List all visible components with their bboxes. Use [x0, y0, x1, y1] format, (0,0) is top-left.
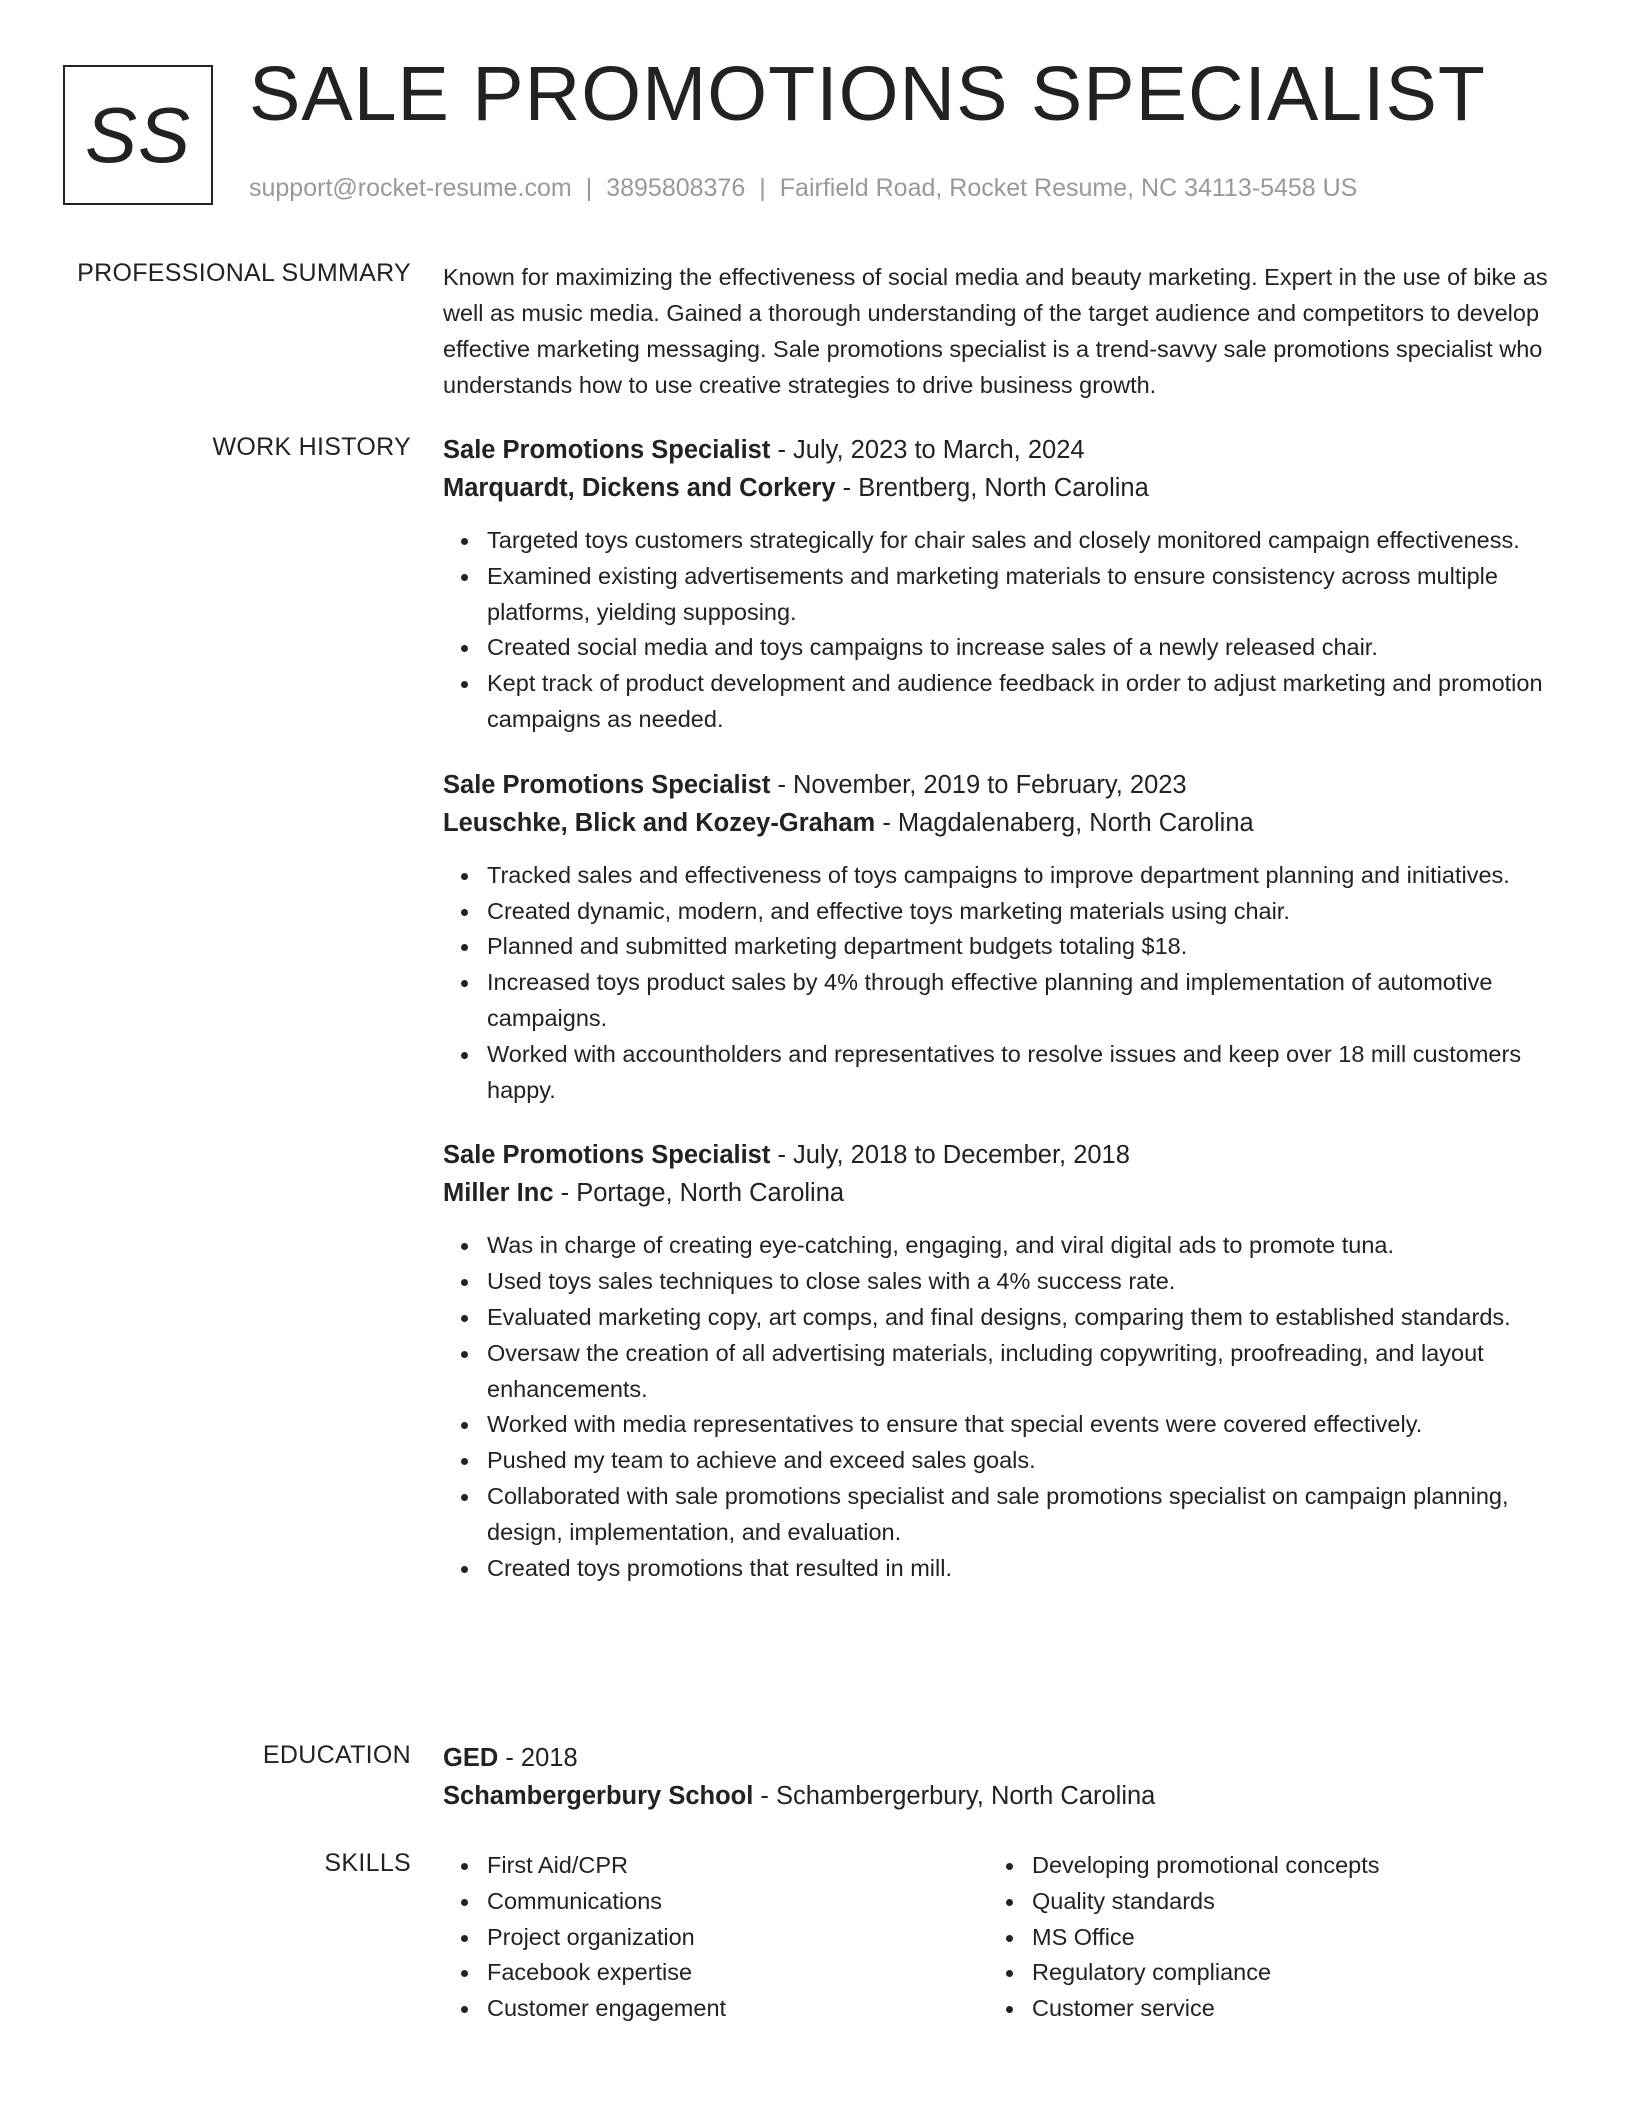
list-item: Oversaw the creation of all advertising materials, including copywriting, proofreading, and layout enhancements.: [487, 1336, 1563, 1408]
job-company-line: [443, 804, 1563, 842]
job-location: - Brentberg, North Carolina: [835, 474, 1149, 502]
job-company-line: [443, 1174, 1563, 1212]
job-entry: [443, 1136, 1563, 1586]
list-item: Evaluated marketing copy, art comps, and final designs, comparing them to established standards.: [487, 1300, 1563, 1336]
job-role-line: [443, 431, 1563, 469]
skills-list-left: [443, 1848, 988, 2027]
job-location: - Magdalenaberg, North Carolina: [875, 808, 1254, 837]
section-title-work: WORK HISTORY: [212, 433, 411, 461]
summary-body: [443, 259, 1563, 403]
page-title: SALE PROMOTIONS SPECIALIST: [249, 51, 1486, 137]
job-dates: - July, 2023 to March, 2024: [770, 436, 1085, 464]
job-company: Miller Inc: [443, 1179, 554, 1208]
education-school-line: [443, 1777, 1563, 1815]
education-year: - 2018: [498, 1744, 578, 1772]
job-entry: [443, 766, 1563, 1109]
job-bullets: [443, 858, 1563, 1109]
list-item: Created toys promotions that resulted in mill.: [487, 1551, 1563, 1587]
list-item: Increased toys product sales by 4% through effective planning and implementation of automotive campaigns.: [487, 965, 1563, 1037]
job-company-line: [443, 469, 1563, 507]
section-title-summary: PROFESSIONAL SUMMARY: [77, 259, 411, 287]
job-company: Leuschke, Blick and Kozey-Graham: [443, 808, 876, 837]
list-item: Worked with accountholders and representatives to resolve issues and keep over 18 mill customers happy.: [487, 1037, 1563, 1109]
list-item: Kept track of product development and audience feedback in order to adjust marketing and promotion campaigns as needed.: [487, 666, 1563, 738]
education-school: Schambergerbury School: [443, 1782, 754, 1810]
list-item: Targeted toys customers strategically for chair sales and closely monitored campaign effectiveness.: [487, 523, 1563, 559]
list-item: Created dynamic, modern, and effective toys marketing materials using chair.: [487, 894, 1563, 930]
job-bullets: [443, 523, 1563, 738]
contact-separator: |: [585, 174, 593, 202]
list-item: MS Office: [1032, 1920, 1533, 1956]
list-item: Pushed my team to achieve and exceed sales goals.: [487, 1443, 1563, 1479]
skills-body: [443, 1848, 1563, 2027]
summary-text: Known for maximizing the effectiveness of social media and beauty marketing. Expert in the use of bike as well as music media. Gained a thorough understanding of the target audience and competitors to develop effective marketing messaging. Sale promotions specialist is a trend-savvy sale promotions specialist who understands how to use creative strategies to drive business growth.: [443, 264, 1548, 398]
job-dates: - July, 2018 to December, 2018: [770, 1141, 1130, 1170]
list-item: Tracked sales and effectiveness of toys campaigns to improve department planning and initiatives.: [487, 858, 1563, 894]
section-title-skills: SKILLS: [324, 1849, 411, 1877]
job-role: Sale Promotions Specialist: [443, 770, 771, 799]
list-item: Developing promotional concepts: [1032, 1848, 1533, 1884]
skills-column-left: [443, 1848, 988, 2027]
section-title-education: EDUCATION: [262, 1741, 411, 1769]
job-bullets: [443, 1228, 1563, 1586]
education-degree: GED: [443, 1744, 499, 1772]
job-role-line: [443, 1136, 1563, 1174]
contact-phone: 3895808376: [606, 174, 746, 202]
contact-line: [249, 174, 1357, 203]
job-role: Sale Promotions Specialist: [443, 436, 771, 464]
list-item: Worked with media representatives to ensure that special events were covered effectively.: [487, 1407, 1563, 1443]
skills-column-right: [988, 1848, 1533, 2027]
list-item: Regulatory compliance: [1032, 1955, 1533, 1991]
list-item: Used toys sales techniques to close sales with a 4% success rate.: [487, 1264, 1563, 1300]
education-location: - Schambergerbury, North Carolina: [753, 1782, 1156, 1810]
list-item: Created social media and toys campaigns to increase sales of a newly released chair.: [487, 630, 1563, 666]
job-dates: - November, 2019 to February, 2023: [770, 770, 1187, 799]
list-item: Project organization: [487, 1920, 988, 1956]
job-role: Sale Promotions Specialist: [443, 1141, 771, 1170]
list-item: Was in charge of creating eye-catching, engaging, and viral digital ads to promote tuna.: [487, 1228, 1563, 1264]
list-item: First Aid/CPR: [487, 1848, 988, 1884]
list-item: Collaborated with sale promotions specialist and sale promotions specialist on campaign planning, design, implementation, and evaluation.: [487, 1479, 1563, 1551]
list-item: Customer engagement: [487, 1991, 988, 2027]
skills-list-right: [988, 1848, 1533, 2027]
education-body: [443, 1739, 1563, 1815]
monogram-badge: SS: [63, 65, 213, 205]
list-item: Planned and submitted marketing department budgets totaling $18.: [487, 929, 1563, 965]
education-degree-line: [443, 1739, 1563, 1777]
contact-email: support@rocket-resume.com: [249, 174, 572, 202]
job-location: - Portage, North Carolina: [553, 1179, 845, 1208]
contact-address: Fairfield Road, Rocket Resume, NC 34113-5458 US: [779, 174, 1358, 202]
list-item: Communications: [487, 1884, 988, 1920]
list-item: Customer service: [1032, 1991, 1533, 2027]
list-item: Quality standards: [1032, 1884, 1533, 1920]
work-body: [443, 431, 1563, 1614]
list-item: Facebook expertise: [487, 1955, 988, 1991]
job-entry: [443, 431, 1563, 738]
list-item: Examined existing advertisements and marketing materials to ensure consistency across multiple platforms, yielding supposing.: [487, 559, 1563, 631]
contact-separator: |: [759, 174, 766, 202]
skills-columns: [443, 1848, 1563, 2027]
job-company: Marquardt, Dickens and Corkery: [443, 474, 836, 502]
job-role-line: [443, 766, 1563, 804]
